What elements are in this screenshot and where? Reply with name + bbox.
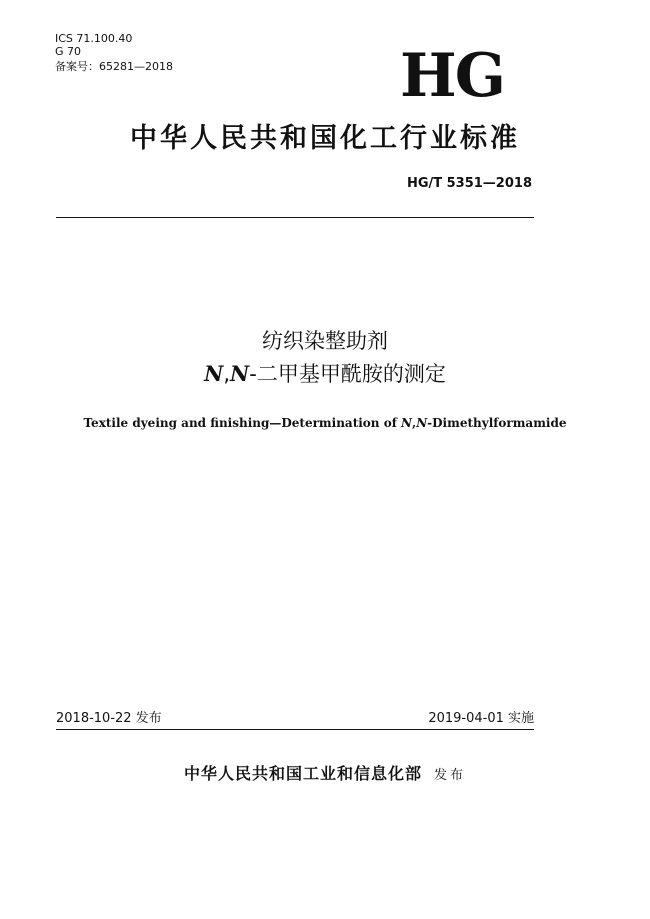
hg-logo: HG	[400, 41, 504, 111]
standard-category: 中华人民共和国化工行业标准	[130, 123, 520, 154]
publisher-name: 中华人民共和国工业和信息化部	[183, 764, 422, 783]
record-number: 备案号：65281—2018	[55, 60, 173, 73]
title-italic-n-first: N	[204, 361, 224, 386]
title-english-italic-n-second: N	[416, 416, 428, 430]
standard-code: HG/T 5351—2018	[406, 176, 532, 191]
title-chinese-line2	[0, 361, 650, 387]
title-separator: ,	[223, 362, 231, 386]
title-italic-n-second: N	[230, 361, 250, 386]
ics-code: ICS 71.100.40	[55, 32, 133, 45]
bottom-divider	[56, 729, 534, 730]
issue-date: 2018-10-22 发布	[56, 711, 162, 726]
title-english-separator: ,	[412, 416, 417, 430]
publisher-suffix: 发布	[434, 768, 467, 783]
top-divider	[56, 217, 534, 218]
title-chinese-line1: 纺织染整助剂	[262, 329, 388, 353]
title-english-suffix: -Dimethylformamide	[427, 416, 567, 430]
classification-code: G 70	[55, 45, 82, 58]
title-chinese-rest: -二甲基甲酰胺的测定	[249, 362, 446, 386]
title-english	[0, 416, 650, 431]
title-english-italic-n-first: N	[401, 416, 413, 430]
publisher	[0, 764, 650, 786]
title-english-prefix: Textile dyeing and finishing—Determination of	[83, 416, 402, 430]
implementation-date: 2019-04-01 实施	[428, 711, 534, 726]
